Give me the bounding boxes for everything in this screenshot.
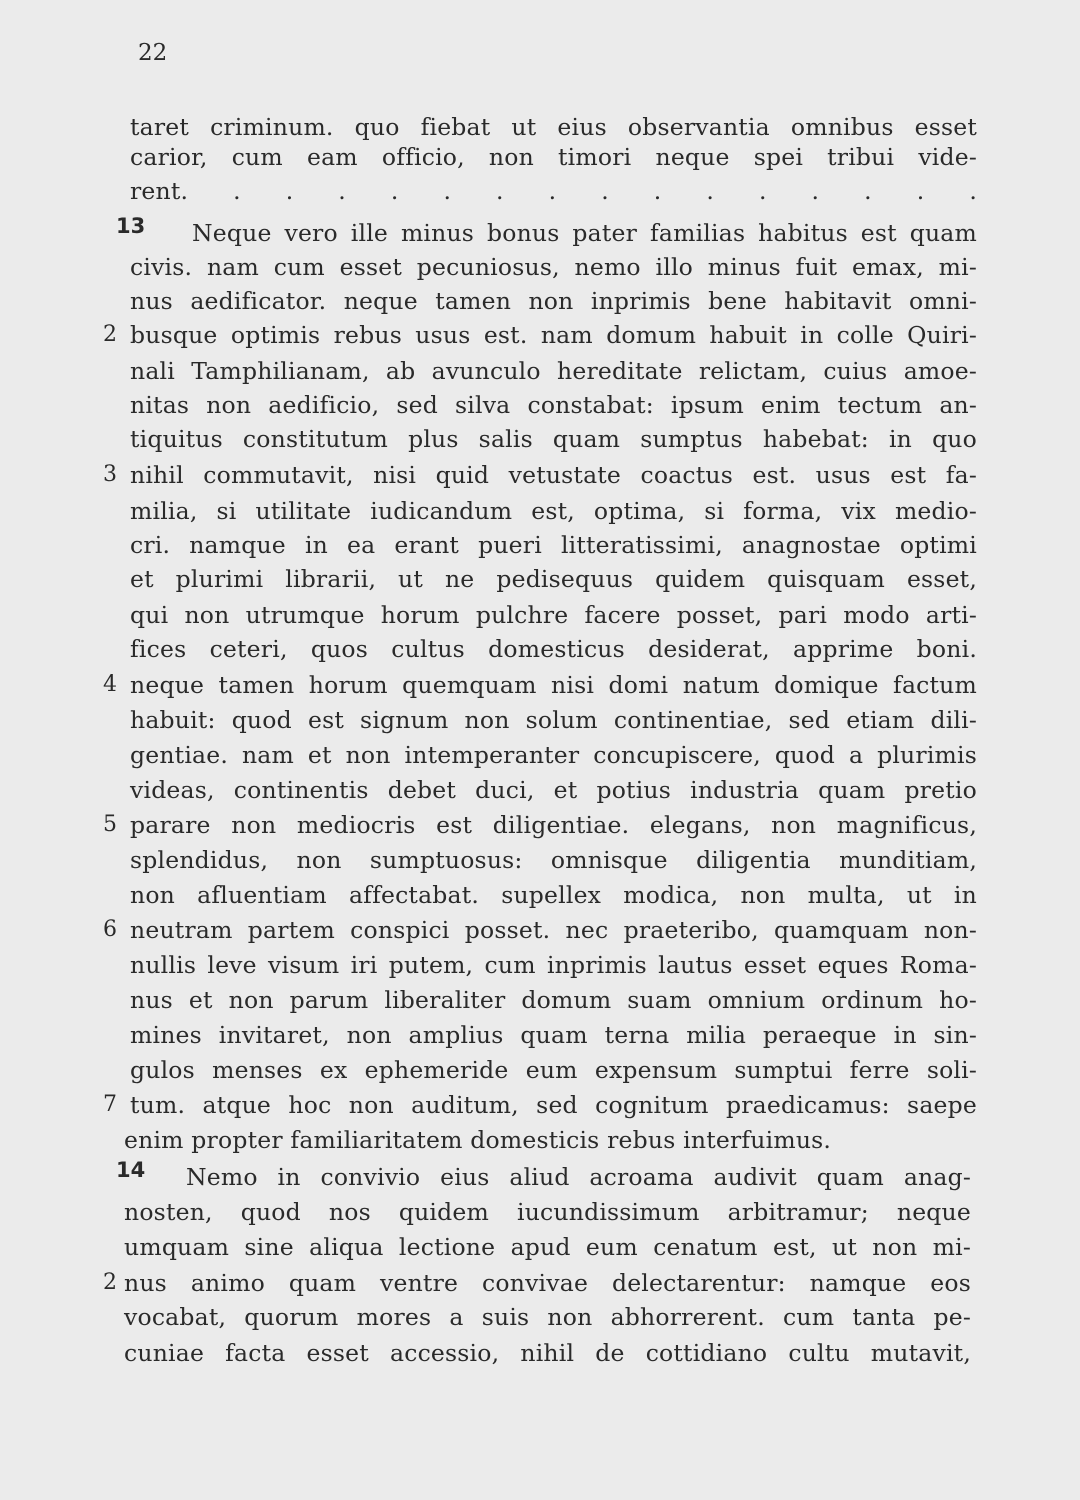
line-text: mines invitaret, non amplius quam terna milia peraeque in sin- xyxy=(130,1021,977,1049)
line-text: cuniae facta esset accessio, nihil de cottidiano cultu mutavit, xyxy=(124,1339,971,1367)
text-line xyxy=(130,176,977,206)
line-text: gentiae. nam et non intemperanter concupiscere, quod a plurimis xyxy=(130,741,977,769)
text-line xyxy=(130,320,977,350)
section-number: 2 xyxy=(103,322,117,347)
section-number: 5 xyxy=(103,812,117,837)
text-line xyxy=(130,740,977,770)
line-text: neque tamen horum quemquam nisi domi natum domique factum xyxy=(130,671,977,699)
text-line xyxy=(130,915,977,945)
chapter-number: 13 xyxy=(116,214,146,238)
line-text: umquam sine aliqua lectione apud eum cenatum est, ut non mi- xyxy=(124,1233,971,1261)
text-line xyxy=(130,218,977,248)
text-line xyxy=(124,1125,971,1155)
text-line xyxy=(130,1020,977,1050)
text-line xyxy=(130,564,977,594)
line-text: qui non utrumque horum pulchre facere posset, pari modo arti- xyxy=(130,601,977,629)
text-line xyxy=(130,775,977,805)
text-line xyxy=(130,600,977,630)
line-text: fices ceteri, quos cultus domesticus desiderat, apprime boni. xyxy=(130,635,977,663)
line-text: milia, si utilitate iudicandum est, optima, si forma, vix medio- xyxy=(130,497,977,525)
line-text: rent. . . . . . . . . . . . . . . . xyxy=(130,177,977,205)
text-line xyxy=(130,112,977,142)
section-number: 4 xyxy=(103,672,117,697)
line-text: nus aedificator. neque tamen non inprimis bene habitavit omni- xyxy=(130,287,977,315)
text-line xyxy=(130,286,977,316)
line-text: cri. namque in ea erant pueri litteratissimi, anagnostae optimi xyxy=(130,531,977,559)
line-text: nus animo quam ventre convivae delectarentur: namque eos xyxy=(124,1269,971,1297)
line-text: videas, continentis debet duci, et potius industria quam pretio xyxy=(130,776,977,804)
text-line xyxy=(124,1162,971,1192)
line-text: nitas non aedificio, sed silva constabat: ipsum enim tectum an- xyxy=(130,391,977,419)
line-text: nullis leve visum iri putem, cum inprimis lautus esset eques Roma- xyxy=(130,951,977,979)
line-text: tum. atque hoc non auditum, sed cognitum praedicamus: saepe xyxy=(130,1091,977,1119)
section-number: 6 xyxy=(103,917,117,942)
line-text: busque optimis rebus usus est. nam domum habuit in colle Quiri- xyxy=(130,321,977,349)
line-text: vocabat, quorum mores a suis non abhorrerent. cum tanta pe- xyxy=(124,1303,971,1331)
text-line xyxy=(130,705,977,735)
text-line xyxy=(130,424,977,454)
text-line xyxy=(130,950,977,980)
text-line xyxy=(130,880,977,910)
text-line xyxy=(130,985,977,1015)
text-line xyxy=(130,356,977,386)
line-text: non afluentiam affectabat. supellex modica, non multa, ut in xyxy=(130,881,977,909)
text-line xyxy=(130,810,977,840)
line-text: tiquitus constitutum plus salis quam sumptus habebat: in quo xyxy=(130,425,977,453)
line-text: civis. nam cum esset pecuniosus, nemo illo minus fuit emax, mi- xyxy=(130,253,977,281)
line-text: nali Tamphilianam, ab avunculo hereditate relictam, cuius amoe- xyxy=(130,357,977,385)
section-number: 2 xyxy=(103,1270,117,1295)
section-number: 7 xyxy=(103,1092,117,1117)
text-line xyxy=(124,1302,971,1332)
line-text: habuit: quod est signum non solum continentiae, sed etiam dili- xyxy=(130,706,977,734)
line-text: nihil commutavit, nisi quid vetustate coactus est. usus est fa- xyxy=(130,461,977,489)
text-line xyxy=(130,1055,977,1085)
text-line xyxy=(130,1090,977,1120)
text-line xyxy=(124,1338,971,1368)
line-text: neutram partem conspici posset. nec praeteribo, quamquam non- xyxy=(130,916,977,944)
line-text: splendidus, non sumptuosus: omnisque diligentia munditiam, xyxy=(130,846,977,874)
line-text: enim propter familiaritatem domesticis rebus interfuimus. xyxy=(124,1126,832,1154)
line-text: nosten, quod nos quidem iucundissimum arbitramur; neque xyxy=(124,1198,971,1226)
text-line xyxy=(130,530,977,560)
line-text: et plurimi librarii, ut ne pedisequus quidem quisquam esset, xyxy=(130,565,977,593)
text-line xyxy=(130,496,977,526)
text-line xyxy=(124,1232,971,1262)
line-text: gulos menses ex ephemeride eum expensum sumptui ferre soli- xyxy=(130,1056,977,1084)
section-number: 3 xyxy=(103,462,117,487)
chapter-number: 14 xyxy=(116,1158,146,1182)
text-line xyxy=(130,390,977,420)
text-line xyxy=(124,1268,971,1298)
line-text: parare non mediocris est diligentiae. elegans, non magnificus, xyxy=(130,811,977,839)
line-text: Neque vero ille minus bonus pater familias habitus est quam xyxy=(192,219,977,247)
text-line xyxy=(130,670,977,700)
page-number: 22 xyxy=(138,40,168,66)
text-line xyxy=(130,845,977,875)
line-text: carior, cum eam officio, non timori neque spei tribui vide- xyxy=(130,143,977,171)
text-line xyxy=(130,460,977,490)
text-line xyxy=(124,1197,971,1227)
text-line xyxy=(130,142,977,172)
line-text: Nemo in convivio eius aliud acroama audivit quam anag- xyxy=(186,1163,971,1191)
line-text: taret criminum. quo fiebat ut eius observantia omnibus esset xyxy=(130,113,977,141)
line-text: nus et non parum liberaliter domum suam omnium ordinum ho- xyxy=(130,986,977,1014)
text-line xyxy=(130,634,977,664)
text-line xyxy=(130,252,977,282)
